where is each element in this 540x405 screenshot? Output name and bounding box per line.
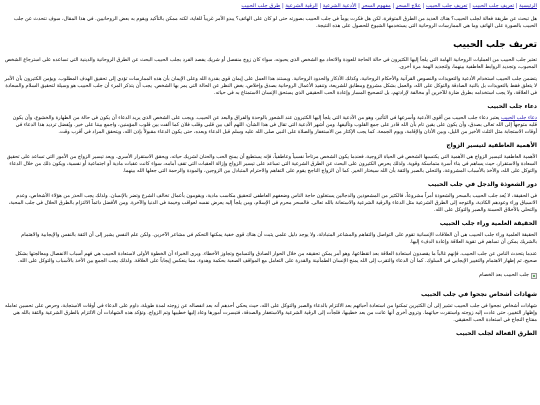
dua-inline-link[interactable]: دعاء جلب الحبيب xyxy=(501,115,537,121)
broken-image-icon xyxy=(531,273,537,279)
page-title: تعريف جلب الحبيب xyxy=(453,40,537,50)
image-alt-text: جلب الحبيب بعد الخصام xyxy=(478,272,529,278)
breadcrumb-link-love-def-2[interactable]: تعريف جلب الحبيب xyxy=(425,3,468,9)
intro-paragraph: هل تبحث عن طريقة فعالة لجلب الحبيب؟ هناك العديد من الطرق المتوفرة، لكن هل فكرت يوماً في جلب الحبيب بصورته حتى لو كان على الهاتف؟ يبدو الأمر غريباً للغاية، لكنه ممكن بالتأكيد ويقوم به بعض الروحانيين. في هذا المقال، سوف نتحدث عن جلب الحبيب بالصورة على الهاتف وما هي الممارسات الروحانية التي يستخدمها الشيوخ للحصول على هذه النتيجة. xyxy=(13,16,537,29)
dua-paragraph xyxy=(3,115,537,136)
breadcrumb-link-methods[interactable]: طرق جلب الحبيب xyxy=(241,3,281,9)
truth-paragraph-2: عندما يتحدث الناس عن جلب الحبيب، فإنهم غالباً ما يقصدون استعادة العلاقة بعد انقطاعها، وهو أمر يمكن تحقيقه من خلال الحوار الصادق والتسامح وتجاوز الأخطاء. ويرى الخبراء أن الخطوة الأولى لاستعادة الحبيب هي فهم أسباب الانفصال ومعالجتها بشكل صحيح، ثم إظهار الاهتمام والتغيير الإيجابي في السلوك. كما أن الدعاء والتقرب إلى الله يمنح الإنسان الطمأنينة والقدرة على التعامل مع المواقف الصعبة بحكمة وهدوء، مما ينعكس إيجاباً على العلاقة. ولذلك يجب الجمع بين الأخذ بالأسباب والتوكل على الله. xyxy=(15,251,537,264)
section-heading-role: دور الشعوذة والدجل في جلب الحبيب xyxy=(427,181,537,188)
breadcrumb-separator: | xyxy=(390,3,396,9)
section-heading-methods: الطرق الفعالة لجلب الحبيب xyxy=(456,330,537,337)
breadcrumb-separator: | xyxy=(514,3,520,9)
article-image xyxy=(479,272,537,279)
breadcrumb-link-duas[interactable]: الأدعية الشرعية xyxy=(322,3,357,9)
breadcrumb xyxy=(3,3,537,10)
testimonials-paragraph: شهادات أشخاص نجحوا في جلب الحبيب تشير إلى أن الكثيرين تمكنوا من استعادة أحبائهم بعد الالتزام بالدعاء والصبر والتوكل على الله، حيث يحكي أحدهم أنه بعد انفصاله عن زوجته لمدة طويلة، داوم على الدعاء في أوقات الاستجابة، وحرص على تحسين تعامله وإظهار التغيير، حتى عادت إليه زوجته واستقرت حياتهما. وتروي أخرى أنها عانت من بعد خطيبها، فلجأت إلى الرقية الشرعية والاستغفار والصدقة، فتيسرت أمورها وعاد إليها خطيبها وتم الزواج. وتؤكد هذه الشهادات أن الالتزام بالطرق الشرعية والثقة بالله هي مفتاح النجاح في استعادة الحب الحقيقي. xyxy=(4,303,537,323)
role-paragraph: في الحقيقة، لا يُعد جلب الحبيب بالسحر والشعوذة أمراً مشروعاً، فالكثير من المشعوذين والدجالين يستغلون حاجة الناس وضعفهم العاطفي لتحقيق مكاسب مادية، ويقومون بأعمال تخالف الشرع وتضر بالإنسان. ولذلك يجب الحذر من هؤلاء الأشخاص، وعدم الانسياق وراء وعودهم الكاذبة، والتوجه إلى الطرق الشرعية مثل الدعاء والرقية الشرعية والاستعانة بالله تعالى. فالسحر محرم في الإسلام، ومن يلجأ إليه يعرض نفسه لعواقب وخيمة في الدنيا والآخرة. ومن الأفضل دائماً الالتزام بالطرق الحلال في جلب المحبة، والتحلي بالأخلاق الحسنة والصبر والتوكل على الله. xyxy=(8,193,537,213)
truth-paragraph-1: الحقيقة العلمية وراء جلب الحبيب هي أن العلاقات الإنسانية تقوم على التواصل والتفاهم والمشاعر المتبادلة، ولا يوجد دليل علمي يثبت أن هناك قوى خفية يمكنها التحكم في مشاعر الآخرين. ولكن علم النفس يشير إلى أن الثقة بالنفس والإيجابية والاهتمام بالشريك يمكن أن تساهم في تقوية العلاقة وإعادة الدفء إليها. xyxy=(21,232,537,245)
breadcrumb-link-love-def[interactable]: تعريف جلب الحبيب xyxy=(472,3,515,9)
breadcrumb-link-magic-concept[interactable]: مفهوم السحر xyxy=(361,3,391,9)
breadcrumb-separator: | xyxy=(356,3,362,9)
breadcrumb-link-home[interactable]: الرئيسية xyxy=(519,3,537,9)
breadcrumb-link-magic-cure[interactable]: علاج السحر xyxy=(395,3,421,9)
definition-paragraph-1: تعتبر جلب الحبيب من العمليات الروحانية الهامة التي يلجأ إليها الكثيرون في حالة الحاجة للعودة والاتحاد مع الشخص الذي يحبونه، سواء كان زوج منفصل أو شريك يفصد الفرد بجلب الحبيب البحث عن الطرق الروحانية والدينية التي تساعده على استرجاع الشخص المحبوب، وتجديد الروابط العاطفية بينهما، ولتجديد الهمة مرة أخرى. xyxy=(4,57,537,70)
section-heading-testimonials: شهادات أشخاص نجحوا في جلب الحبيب xyxy=(420,291,537,298)
section-heading-truth: الحقيقة العلمية وراء جلب الحبيب xyxy=(439,220,537,227)
breadcrumb-separator: | xyxy=(280,3,286,9)
breadcrumb-separator: | xyxy=(420,3,426,9)
breadcrumb-link-ruqyah[interactable]: الرقية الشرعية xyxy=(285,3,318,9)
benefits-paragraph: الأهمية العاطفية لتيسير الزواج هي الأهمية التي يكتسبها الشخص في الحياة الزوجية، فعندما يكون الشخص مرتاحاً نفسياً وعاطفياً، فإنه يستطيع أن يمنح الحب والحنان لشريك حياته، ويحقق الاستقرار الأسري. ويعد تيسير الزواج من الأمور التي تساعد على تحقيق السعادة والاستقرار، حيث يساهم في بناء أسرة متماسكة وقوية. ولذلك يحرص الكثيرون على البحث عن الطرق الشرعية التي تساعد على تيسير الزواج وإزالة العقبات التي تقف أمامه، سواء كانت عقبات مادية أو اجتماعية أو نفسية، ويكون ذلك من خلال الدعاء والتوكل على الله، والأخذ بالأسباب المشروعة، والتحلي بالصبر والثقة بأن الله سيختار الخير. كما أن الزواج الناجح يقوم على التفاهم والاحترام المتبادل بين الزوجين، والمودة والرحمة التي جعلها الله بينهما. xyxy=(6,154,537,174)
breadcrumb-separator: | xyxy=(317,3,323,9)
section-heading-dua: دعاء جلب الحبيب xyxy=(487,103,537,110)
section-heading-benefits: الأهمية العاطفية لتيسير الزواج xyxy=(446,142,537,149)
definition-paragraph-2: يتضمن جلب الحبيب استخدام الأدعية والتعويذات والنصوص القرآنية والأحكام الروحانية، وكذلك الأذكار والحدود الروحانية. ويستند هذا العمل على إيمان قوي بقدرة الله وعلى الإيمان بأن هذه الممارسات تؤدي إلى تحقيق الهدف المطلوب. ويؤمن الكثيرون بأن الأمر لا يتعلق فقط بالتعويذات بل بالنية الصادقة والتوكل على الله، والعمل بشكل مشروع ومطابق للشريعة، وتنفيذ الأعمال الروحانية بصدق وإخلاص، بغض النظر عن الحالة التي يمر بها الشخص. يجب أن يتذكر المرء أن جلب الحبيب هو وسيلة لتحقيق السلام والسعادة في العلاقة، ولا يجب استخدامه بطرق ضارة للآخرين أو مخالفة لإرادتهم، بل لتصحيح المسار وإعادة الحب الحقيقي الذي يستحق الإنسان الاستمتاع به في حياته. xyxy=(4,76,537,96)
breadcrumb-separator: | xyxy=(467,3,473,9)
dua-paragraph-text: يعتبر دعاء جلب الحبيب من أقوى الأدعية وأسرعها في التأثير، وهو من الأدعية التي يلجأ إليها الكثيرون عند الشعور بالوحدة والفراق والبعد عن الحبيب. ويجب على الشخص الذي يريد الدعاء أن يكون في حالة من الطهارة والخشوع، وأن يكون قلبه متوجهاً إلى الله تعالى بصدق، وأن يكون على يقين تام بأن الله قادر على جمع القلوب وتأليفها. ومن أشهر الأدعية التي تقال في هذا الشأن: اللهم ألف بين قلبي وقلب فلان كما ألفت بين قلوب المؤمنين، واجمع بيننا على خير. ويُفضل ترديد هذا الدعاء في أوقات الاستجابة مثل الثلث الأخير من الليل، وبين الأذان والإقامة، ويوم الجمعة. كما يجب الإكثار من الاستغفار والصلاة على النبي صلى الله عليه وسلم قبل الدعاء وبعده، حتى يكون الدعاء مقبولاً بإذن الله، ويتحقق المراد في أقرب وقت. xyxy=(12,115,537,135)
